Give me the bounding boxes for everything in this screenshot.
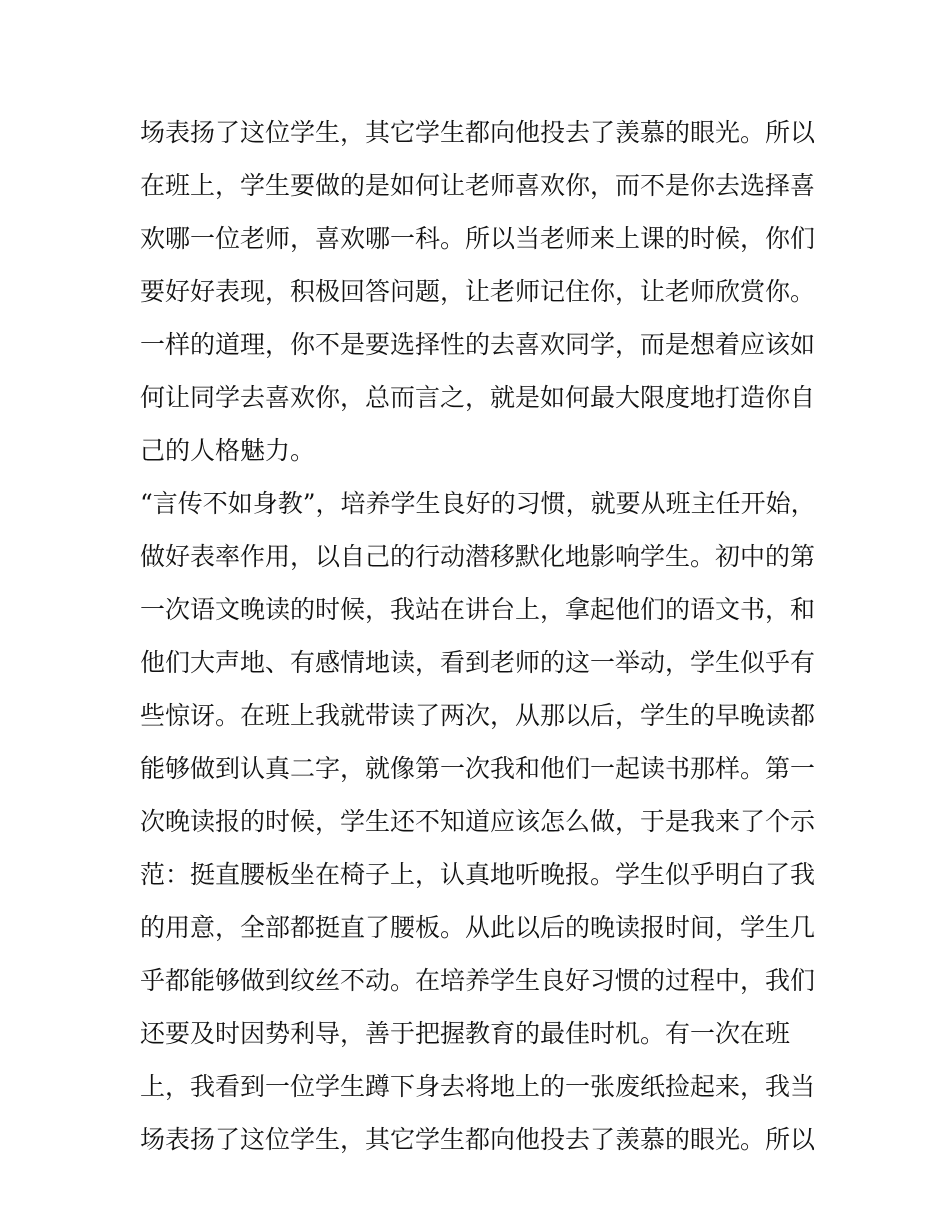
text-line: 场表扬了这位学生，其它学生都向他投去了羡慕的眼光。所以 [140, 118, 816, 147]
body-text [140, 106, 820, 1166]
text-line: 乎都能够做到纹丝不动。在培养学生良好习惯的过程中，我们 [140, 966, 816, 995]
text-line: 上，我看到一位学生蹲下身去将地上的一张废纸捡起来，我当 [140, 1072, 816, 1101]
text-line: 次晚读报的时候，学生还不知道应该怎么做，于是我来了个示 [140, 807, 816, 836]
text-line: 一次语文晚读的时候，我站在讲台上，拿起他们的语文书，和 [140, 595, 816, 624]
text-line: 还要及时因势利导，善于把握教育的最佳时机。有一次在班 [140, 1019, 791, 1048]
text-line: 能够做到认真二字，就像第一次我和他们一起读书那样。第一 [140, 754, 816, 783]
text-line: 他们大声地、有感情地读，看到老师的这一举动，学生似乎有 [140, 648, 816, 677]
text-line: 要好好表现，积极回答问题，让老师记住你，让老师欣赏你。 [140, 277, 816, 306]
text-line: 做好表率作用，以自己的行动潜移默化地影响学生。初中的第 [140, 542, 816, 571]
text-line: 场表扬了这位学生，其它学生都向他投去了羡慕的眼光。所以 [140, 1125, 816, 1154]
text-line: 己的人格魅力。 [140, 436, 316, 465]
text-line: “言传不如身教”，培养学生良好的习惯，就要从班主任开始， [140, 489, 816, 518]
text-line: 欢哪一位老师，喜欢哪一科。所以当老师来上课的时候，你们 [140, 224, 816, 253]
text-line: 一样的道理，你不是要选择性的去喜欢同学，而是想着应该如 [140, 330, 816, 359]
text-line: 的用意，全部都挺直了腰板。从此以后的晚读报时间，学生几 [140, 913, 816, 942]
text-line: 在班上，学生要做的是如何让老师喜欢你，而不是你去选择喜 [140, 171, 816, 200]
text-line: 些惊讶。在班上我就带读了两次，从那以后，学生的早晚读都 [140, 701, 816, 730]
text-line: 何让同学去喜欢你，总而言之，就是如何最大限度地打造你自 [140, 383, 816, 412]
text-line: 范：挺直腰板坐在椅子上，认真地听晚报。学生似乎明白了我 [140, 860, 816, 889]
